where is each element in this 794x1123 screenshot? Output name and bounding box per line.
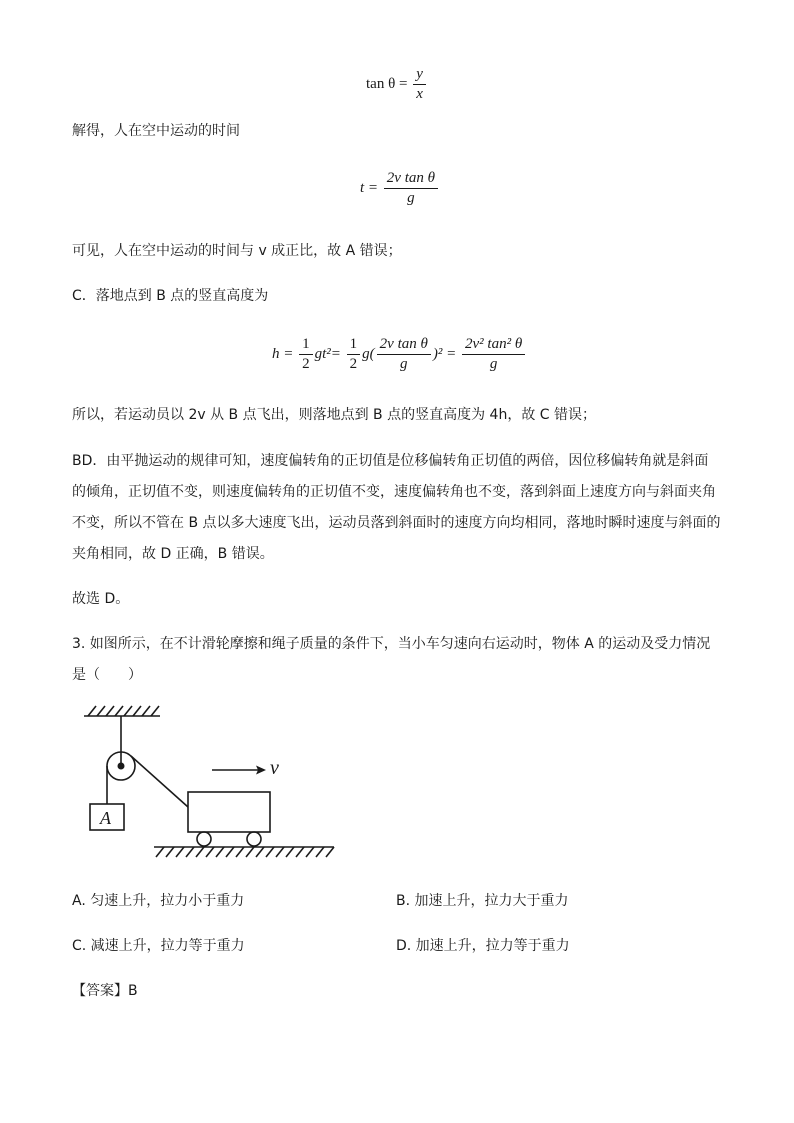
pulley-cart-figure	[82, 704, 342, 864]
eq2-lhs: t =	[360, 179, 379, 196]
eq3-frac4	[462, 336, 525, 373]
eq2-den: g	[407, 190, 415, 206]
eq3-f4-den: g	[489, 356, 498, 372]
answer-line	[72, 980, 138, 1000]
eq3-f4-num: 2v² tan² θ	[462, 336, 525, 355]
ceiling-hatching	[88, 706, 159, 716]
equation-tan-theta	[366, 66, 428, 103]
question-3-stem: 3. 如图所示，在不计滑轮摩擦和绳子质量的条件下，当小车匀速向右运动时，物体 A 的运动及受力情况是（ ）	[72, 636, 711, 683]
eq3-f2-den: 2	[349, 356, 358, 372]
text-conclusion-c: 所以，若运动员以 2v 从 B 点飞出，则落地点到 B 点的竖直高度为 4h，故 C 错误；	[72, 407, 597, 423]
text-solve-time: 解得，人在空中运动的时间	[72, 123, 240, 139]
eq3-term1: gt²=	[314, 345, 341, 362]
cart-body	[188, 792, 270, 832]
pulley-axle	[118, 763, 125, 770]
eq3-term2: g(	[362, 345, 375, 362]
equation-time	[360, 170, 440, 207]
text-bd-explanation: BD．由平抛运动的规律可知，速度偏转角的正切值是位移偏转角正切值的两倍，因位移偏转角就是斜面的倾角，正切值不变，则速度偏转角的正切值不变，速度偏转角也不变，落到斜面上速度方向与斜面夹角不变，所以不管在 B 点以多大速度飞出，运动员落到斜面时的速度方向均相同，落地时瞬时速度与斜面的夹角相同，故 D 正确，B 错误。	[72, 453, 721, 562]
cart-wheel-right	[247, 832, 261, 846]
equation-height	[272, 336, 527, 373]
eq3-f2-num: 1	[347, 336, 361, 355]
cart-wheel-left	[197, 832, 211, 846]
option-a: A. 匀速上升，拉力小于重力	[72, 893, 245, 909]
eq1-fraction	[413, 66, 426, 103]
option-b: B. 加速上升，拉力大于重力	[396, 893, 569, 909]
eq3-term3: )² =	[432, 345, 457, 362]
eq3-f1-den: 2	[302, 356, 310, 372]
eq2-num: 2v tan θ	[384, 170, 438, 189]
answer-tag: 【答案】	[72, 983, 128, 999]
velocity-label: v	[270, 757, 279, 779]
text-conclusion-a: 可见，人在空中运动的时间与 v 成正比，故 A 错误；	[72, 243, 402, 259]
eq1-num: y	[413, 66, 426, 85]
text-option-c-heading: C．落地点到 B 点的竖直高度为	[72, 288, 269, 304]
eq1-lhs: tan θ =	[366, 75, 408, 92]
ground-hatching	[156, 847, 334, 857]
option-c: C. 减速上升，拉力等于重力	[72, 938, 245, 954]
eq3-frac2	[347, 336, 361, 373]
text-choose-d: 故选 D。	[72, 591, 130, 607]
answer-value: B	[128, 983, 138, 999]
rope-to-cart	[131, 756, 188, 807]
eq2-fraction	[384, 170, 438, 207]
eq3-lhs: h =	[272, 345, 294, 362]
block-a-label: A	[100, 808, 111, 828]
option-d: D. 加速上升，拉力等于重力	[396, 938, 570, 954]
eq3-f1-num: 1	[299, 336, 313, 355]
eq1-den: x	[416, 86, 423, 102]
eq3-frac3	[377, 336, 431, 373]
eq3-frac1	[299, 336, 313, 373]
eq3-f3-den: g	[400, 356, 408, 372]
eq3-f3-num: 2v tan θ	[377, 336, 431, 355]
